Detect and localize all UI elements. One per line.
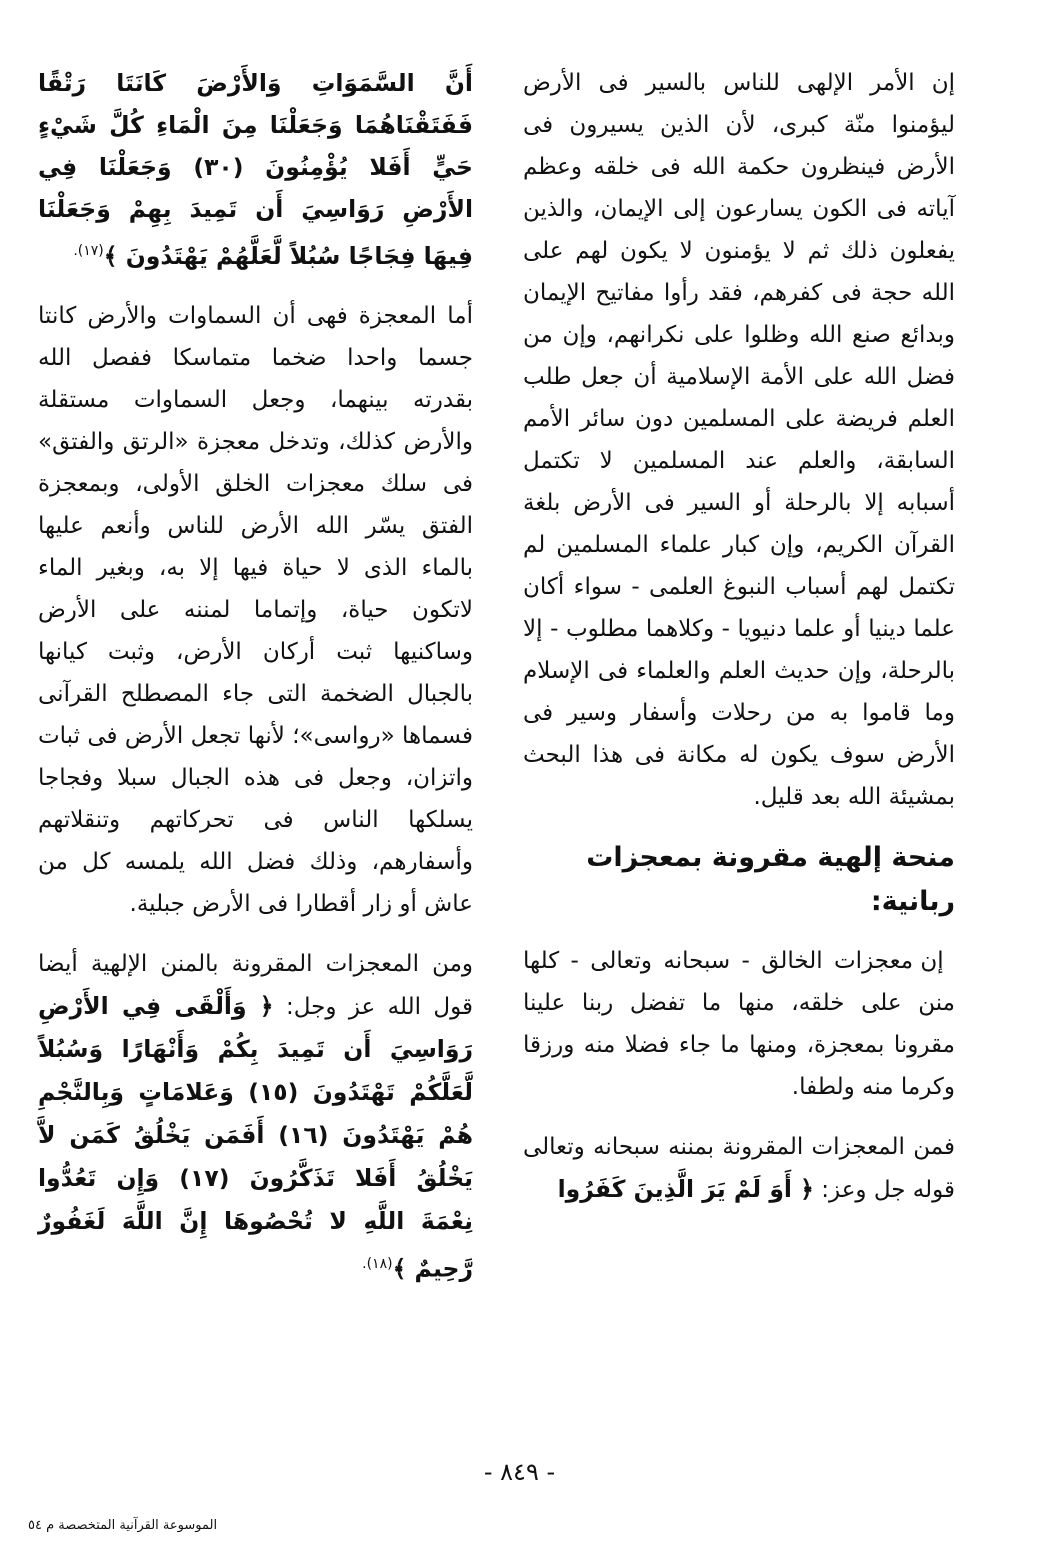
paragraph-text: فمن المعجزات المقرونة بمننه سبحانه وتعالى قوله جل وعز: [523, 1134, 955, 1203]
paragraph [38, 943, 473, 1291]
quran-verse: ﴿ وَأَلْقَى فِي الأَرْضِ رَوَاسِيَ أَن تَمِيدَ بِكُمْ وَأَنْهَارًا وَسُبُلاً لَّعَلَّكُمْ تَهْتَدُونَ (١٥) وَعَلامَاتٍ وَبِالنَّجْمِ هُمْ يَهْتَدُونَ (١٦) أَفَمَن يَخْلُقُ كَمَن لاَّ يَخْلُقُ أَفَلا تَذَكَّرُونَ (١٧) وَإِن تَعُدُّوا نِعْمَةَ اللَّهِ لا تُحْصُوهَا إِنَّ اللَّهَ لَغَفُورٌ رَّحِيمٌ ﴾ [38, 991, 473, 1283]
paragraph [523, 1126, 955, 1211]
paragraph: إن الأمر الإلهى للناس بالسير فى الأرض ليؤمنوا منّة كبرى، لأن الذين يسيرون فى الأرض فينظرون حكمة الله فى خلقه وعظم آياته فى الكون يسارعون إلى الإيمان، والذين يفعلون ذلك ثم لا يؤمنون لا يكون لهم على الله حجة فى كفرهم، فقد رأوا مفاتيح الإيمان وبدائع صنع الله وظلوا على نكرانهم، وإن من فضل الله على الأمة الإسلامية أن جعل طلب العلم فريضة على المسلمين دون سائر الأمم السابقة، والعلم عند المسلمين لا تكتمل أسبابه إلا بالرحلة أو السير فى الأرض بلغة القرآن الكريم، وإن كبار علماء المسلمين لم تكتمل لهم أسباب النبوغ العلمى - سواء أكان علما دينيا أو علما دنيويا - وكلاهما مطلوب - إلا بالرحلة، وإن حديث العلم والعلماء فى الإسلام وما قاموا به من رحلات وأسفار وسير فى الأرض سوف يكون له مكانة فى هذا البحث بمشيئة الله بعد قليل. [523, 70, 955, 810]
paragraph-text: ومن المعجزات المقرونة بالمنن الإلهية أيضا قول الله عز وجل: [38, 950, 473, 1020]
quran-verse-block [38, 62, 473, 277]
footer-reference: الموسوعة القرآنية المتخصصة م ٥٤ [28, 1518, 218, 1533]
footnote-ref: (١٨). [362, 1255, 393, 1272]
page-number: - ٨٤٩ - [483, 1458, 556, 1486]
quran-verse: أَنَّ السَّمَوَاتِ وَالأَرْضَ كَانَتَا رَتْقًا فَفَتَقْنَاهُمَا وَجَعَلْنَا مِنَ الْمَاءِ كُلَّ شَيْءٍ حَيٍّ أَفَلا يُؤْمِنُونَ (٣٠) وَجَعَلْنَا فِي الأَرْضِ رَوَاسِيَ أَن تَمِيدَ بِهِمْ وَجَعَلْنَا فِيهَا فِجَاجًا سُبُلاً لَّعَلَّهُمْ يَهْتَدُونَ ﴾ [38, 69, 473, 270]
left-column [38, 62, 473, 1308]
paragraph-text: إن معجزات الخالق - سبحانه وتعالى - كلها منن على خلقه، منها ما تفضل ربنا علينا مقرونا بمعجزة، ومنها ما جاء فضلا منه ورزقا وكرما منه ولطفا. [523, 948, 955, 1100]
footnote-ref: (١٧). [73, 243, 104, 259]
right-column [523, 62, 955, 1229]
paragraph: أما المعجزة فهى أن السماوات والأرض كانتا جسما واحدا ضخما متماسكا ففصل الله بقدرته بينهما، وجعل السماوات مستقلة والأرض كذلك، وتدخل معجزة «الرتق والفتق» فى سلك معجزات الخلق الأولى، وبمعجزة الفتق يسّر الله الأرض للناس وأنعم عليها بالماء الذى لا حياة فيها إلا به، وبغير الماء لاتكون حياة، وإتماما لمننه على الأرض وساكنيها ثبت أركان الأرض، وثبت كيانها بالجبال الضخمة التى جاء المصطلح القرآنى فسماها «رواسى»؛ لأنها تجعل الأرض فى ثبات واتزان، وجعل فى هذه الجبال سبلا وفجاجا يسلكها الناس فى تحركاتهم وتنقلاتهم وأسفارهم، وذلك فضل الله يلمسه كل من عاش أو زار أقطارا فى الأرض جبلية. [38, 302, 473, 917]
paragraph [523, 940, 955, 1108]
quran-verse: ﴿ أَوَ لَمْ يَرَ الَّذِينَ كَفَرُوا [557, 1175, 814, 1203]
section-heading: منحة إلهية مقرونة بمعجزات ربانية: [586, 842, 955, 917]
